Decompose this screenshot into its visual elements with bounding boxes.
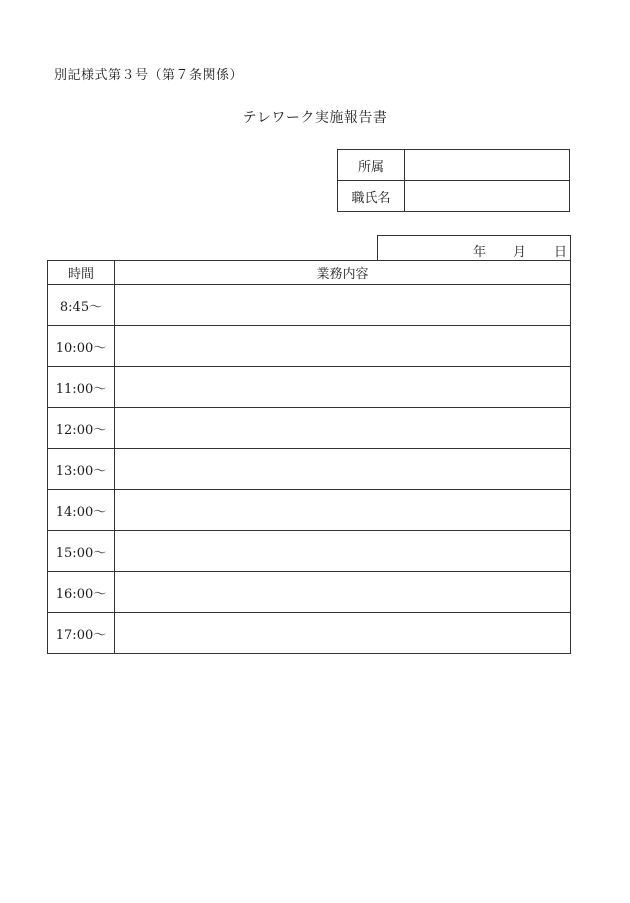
work-content-field[interactable] bbox=[115, 285, 571, 326]
name-field[interactable] bbox=[405, 181, 570, 212]
time-cell: 13:00～ bbox=[48, 449, 115, 490]
work-content-field[interactable] bbox=[115, 326, 571, 367]
affiliation-label: 所属 bbox=[338, 150, 405, 181]
time-cell: 14:00～ bbox=[48, 490, 115, 531]
work-content-field[interactable] bbox=[115, 613, 571, 654]
time-cell: 16:00～ bbox=[48, 572, 115, 613]
name-label: 職氏名 bbox=[338, 181, 405, 212]
schedule-row bbox=[48, 613, 571, 654]
date-year-label: 年 bbox=[473, 245, 487, 260]
affiliation-row bbox=[338, 150, 570, 181]
schedule-row bbox=[48, 285, 571, 326]
time-cell: 11:00～ bbox=[48, 367, 115, 408]
schedule-row bbox=[48, 367, 571, 408]
schedule-header-row bbox=[48, 261, 571, 285]
form-number: 別記様式第３号（第７条関係） bbox=[54, 68, 244, 83]
time-column-header: 時間 bbox=[48, 261, 115, 285]
date-month-label: 月 bbox=[513, 245, 527, 260]
applicant-info-table bbox=[337, 149, 570, 212]
content-column-header: 業務内容 bbox=[115, 261, 571, 285]
date-field[interactable] bbox=[377, 235, 571, 260]
time-cell: 17:00～ bbox=[48, 613, 115, 654]
affiliation-field[interactable] bbox=[405, 150, 570, 181]
time-cell: 8:45～ bbox=[48, 285, 115, 326]
schedule-row bbox=[48, 490, 571, 531]
document-title: テレワーク実施報告書 bbox=[242, 110, 388, 126]
schedule-table bbox=[47, 260, 571, 654]
schedule-row bbox=[48, 326, 571, 367]
work-content-field[interactable] bbox=[115, 572, 571, 613]
schedule-row bbox=[48, 449, 571, 490]
work-content-field[interactable] bbox=[115, 490, 571, 531]
schedule-row bbox=[48, 531, 571, 572]
work-content-field[interactable] bbox=[115, 449, 571, 490]
date-day-label: 日 bbox=[554, 245, 568, 260]
work-content-field[interactable] bbox=[115, 531, 571, 572]
time-cell: 12:00～ bbox=[48, 408, 115, 449]
name-row bbox=[338, 181, 570, 212]
schedule-row bbox=[48, 572, 571, 613]
time-cell: 15:00～ bbox=[48, 531, 115, 572]
time-cell: 10:00～ bbox=[48, 326, 115, 367]
work-content-field[interactable] bbox=[115, 408, 571, 449]
work-content-field[interactable] bbox=[115, 367, 571, 408]
schedule-row bbox=[48, 408, 571, 449]
